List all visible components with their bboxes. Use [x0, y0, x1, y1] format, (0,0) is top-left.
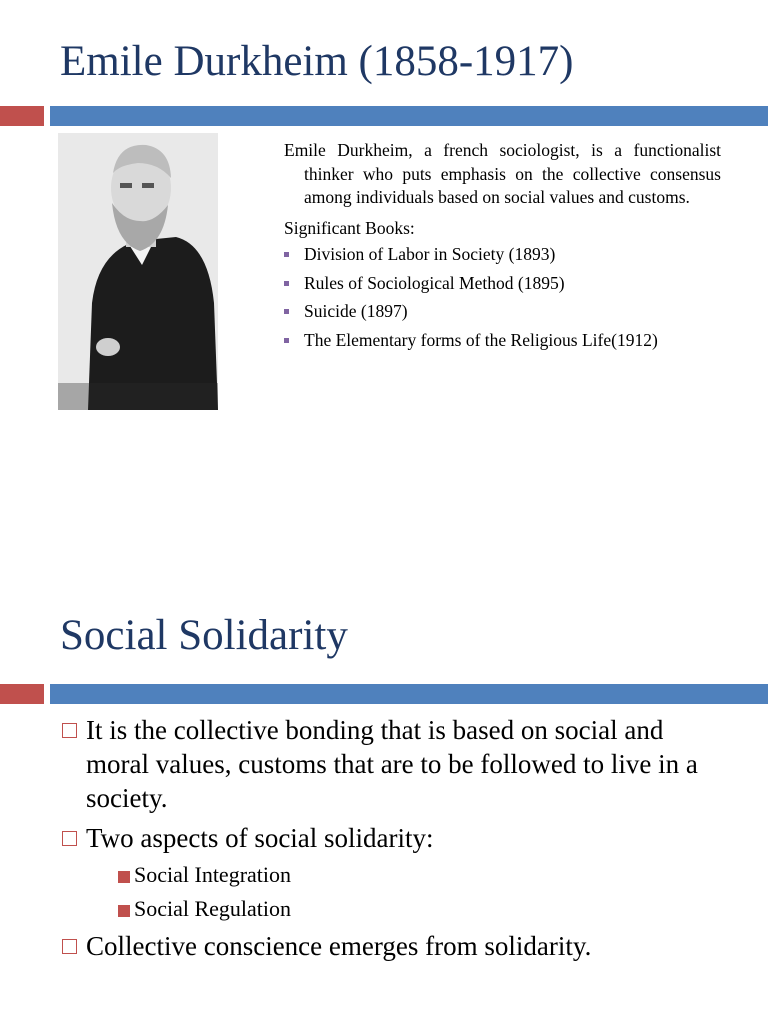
- slide-social-solidarity: [0, 580, 768, 1024]
- square-bullet-icon: [118, 905, 130, 917]
- book-title: Suicide (1897): [304, 301, 408, 321]
- book-title: The Elementary forms of the Religious Life(1912): [304, 329, 658, 350]
- sub-list-item: [62, 895, 712, 923]
- list-item: [284, 329, 721, 353]
- slide-title: Emile Durkheim (1858-1917): [60, 38, 574, 85]
- list-item: [62, 821, 712, 855]
- list-item: [284, 243, 721, 267]
- divider-red-segment: [0, 106, 44, 126]
- checkbox-bullet-icon: [62, 939, 77, 954]
- divider-red-segment: [0, 684, 44, 704]
- list-item: [284, 300, 721, 324]
- book-title: Division of Labor in Society (1893): [304, 244, 556, 264]
- list-item: [62, 713, 712, 815]
- checkbox-bullet-icon: [62, 831, 77, 846]
- divider-blue-segment: [50, 106, 768, 126]
- slide-title: Social Solidarity: [60, 612, 348, 659]
- portrait-photo-icon: [58, 133, 218, 410]
- list-item: [284, 272, 721, 296]
- sub-list-item: [62, 861, 712, 889]
- title-divider-bar: [0, 106, 768, 126]
- books-heading: Significant Books:: [284, 217, 415, 238]
- books-list: [284, 243, 721, 352]
- portrait-illustration: [58, 133, 218, 410]
- list-item: [62, 929, 712, 963]
- sub-point-text: Social Integration: [134, 862, 292, 887]
- bio-text-block: [284, 139, 721, 357]
- point-text: It is the collective bonding that is based on social and moral values, customs that are to be followed to live in a society.: [86, 715, 698, 813]
- bullet-icon: [284, 309, 289, 314]
- bullet-icon: [284, 281, 289, 286]
- bullet-icon: [284, 252, 289, 257]
- book-title: Rules of Sociological Method (1895): [304, 272, 565, 293]
- point-text: Two aspects of social solidarity:: [86, 823, 434, 853]
- point-text: Collective conscience emerges from solidarity.: [86, 931, 592, 961]
- solidarity-points: [62, 713, 712, 969]
- divider-blue-segment: [50, 684, 768, 704]
- square-bullet-icon: [118, 871, 130, 883]
- checkbox-bullet-icon: [62, 723, 77, 738]
- sub-point-text: Social Regulation: [134, 896, 292, 921]
- intro-paragraph: Emile Durkheim, a french sociologist, is a functionalist thinker who puts emphasis on the collective consensus among individuals based on social values and customs.: [284, 140, 721, 207]
- bullet-icon: [284, 338, 289, 343]
- title-divider-bar: [0, 684, 768, 704]
